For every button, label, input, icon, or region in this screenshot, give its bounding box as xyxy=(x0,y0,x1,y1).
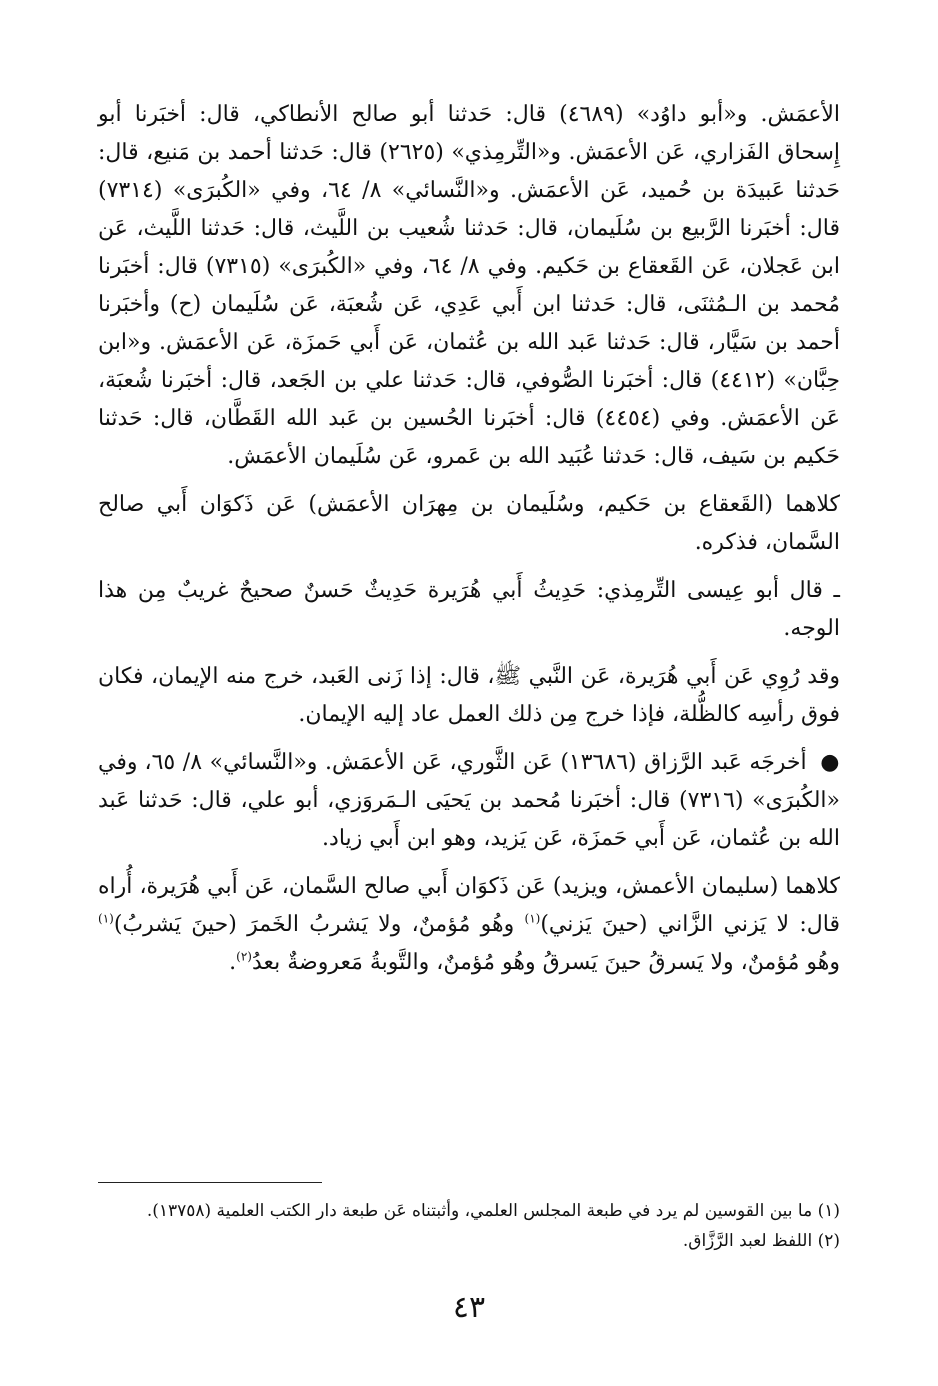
takhrij-text: أخرجَه عَبد الرَّزاق (١٣٦٨٦) عَن الثَّوري، عَن الأعمَش. و«النَّسائي» ٨/ ٦٥، وفي «الكُبرَى» (٧٣١٦) قال: أخبَرنا مُحمد بن يَحيَى الـمَروَزي، أبو علي، قال: حَدثنا عَبد الله بن عُثمان، عَن أَبي حَمزَة، عَن يَزيد، وهو ابن أَبي زياد. xyxy=(98,750,840,851)
hadith-part-2: وهُو مُؤمنٌ، ولا يَشربُ الخَمرَ (حينَ يَشربُ) xyxy=(113,912,515,937)
footnote-divider xyxy=(98,1182,322,1183)
footnote-ref-1: (١) xyxy=(524,911,541,926)
period: . xyxy=(229,950,237,975)
paragraph-riwaya: وقد رُوِي عَن أَبي هُرَيرة، عَن النَّبي ﷺ، قال: إذا زَنى العَبد، خرج منه الإيمان، فكان فوق رأسِه كالظُّلة، فإذا خرج مِن ذلك العمل عاد إليه الإيمان. xyxy=(98,664,840,727)
page-number: ٤٣ xyxy=(452,1290,486,1325)
paragraph-isnad: الأعمَش. و«أبو داوُد» (٤٦٨٩) قال: حَدثنا أبو صالح الأنطاكي، قال: أخبَرنا أبو إِسحاق الفَزاري، عَن الأعمَش. و«التِّرمِذي» (٢٦٢٥) قال: حَدثنا أحمد بن مَنيع، قال: حَدثنا عَبيدَة بن حُميد، عَن الأعمَش. و«النَّسائي» ٨/ ٦٤، وفي «الكُبرَى» (٧٣١٤) قال: أخبَرنا الرَّبيع بن سُلَيمان، قال: حَدثنا شُعيب بن اللَّيث، قال: حَدثنا اللَّيث، عَن ابن عَجلان، عَن القَعقاع بن حَكيم. وفي ٨/ ٦٤، وفي «الكُبرَى» (٧٣١٥) قال: أخبَرنا مُحمد بن الـمُثنَى، قال: حَدثنا ابن أَبي عَدِي، عَن شُعبَة، عَن سُلَيمان (ح) وأخبَرنا أحمد بن سَيَّار، قال: حَدثنا عَبد الله بن عُثمان، عَن أَبي حَمزَة، عَن الأعمَش. و«ابن حِبَّان» (٤٤١٢) قال: أخبَرنا الصُّوفي، قال: حَدثنا علي بن الجَعد، قال: أخبَرنا شُعبَة، عَن الأعمَش. وفي (٤٤٥٤) قال: أخبَرنا الحُسين بن عَبد الله القَطَّان، قال: حَدثنا حَكيم بن سَيف، قال: حَدثنا عُبَيد الله بن عَمرو، عَن سُلَيمان الأعمَش. xyxy=(98,102,840,469)
paragraph-takhrij xyxy=(98,744,840,858)
bullet-icon: ● xyxy=(820,750,840,775)
hadith-part-3: وهُو مُؤمنٌ، ولا يَسرقُ حينَ يَسرقُ وهُو مُؤمنٌ، والتَّوبةُ مَعروضةٌ بعدُ xyxy=(251,950,840,975)
main-text xyxy=(98,96,840,1346)
paragraph-hadith-text xyxy=(98,868,840,982)
footnotes xyxy=(98,1196,840,1256)
paragraph-tirmidhi-grading: ـ قال أبو عِيسى التِّرمِذي: حَدِيثُ أَبي هُرَيرة حَدِيثٌ حَسنٌ صحيحٌ غريبٌ مِن هذا الوجه. xyxy=(98,578,840,641)
paragraph-both-narrators: كلاهما (القَعقاع بن حَكيم، وسُلَيمان بن مِهرَان الأعمَش) عَن ذَكوَان أَبي صالح السَّمان، فذكره. xyxy=(98,492,840,555)
footnote-1: (١) ما بين القوسين لم يرد في طبعة المجلس العلمي، وأثبتناه عَن طبعة دار الكتب العلمية (١٣٧٥٨). xyxy=(146,1201,840,1221)
footnote-ref-2: (٢) xyxy=(236,949,252,964)
footnote-2: (٢) اللفظ لعبد الرَّزَّاق. xyxy=(682,1231,840,1251)
hadith-part-1: كلاهما (سليمان الأعمش، ويزيد) عَن ذَكوَان أَبي صالح السَّمان، عَن أَبي هُرَيرة، أُراه قال: لا يَزني الزَّاني (حينَ يَزني) xyxy=(98,874,840,937)
footnote-ref-1b: (١) xyxy=(98,911,114,926)
